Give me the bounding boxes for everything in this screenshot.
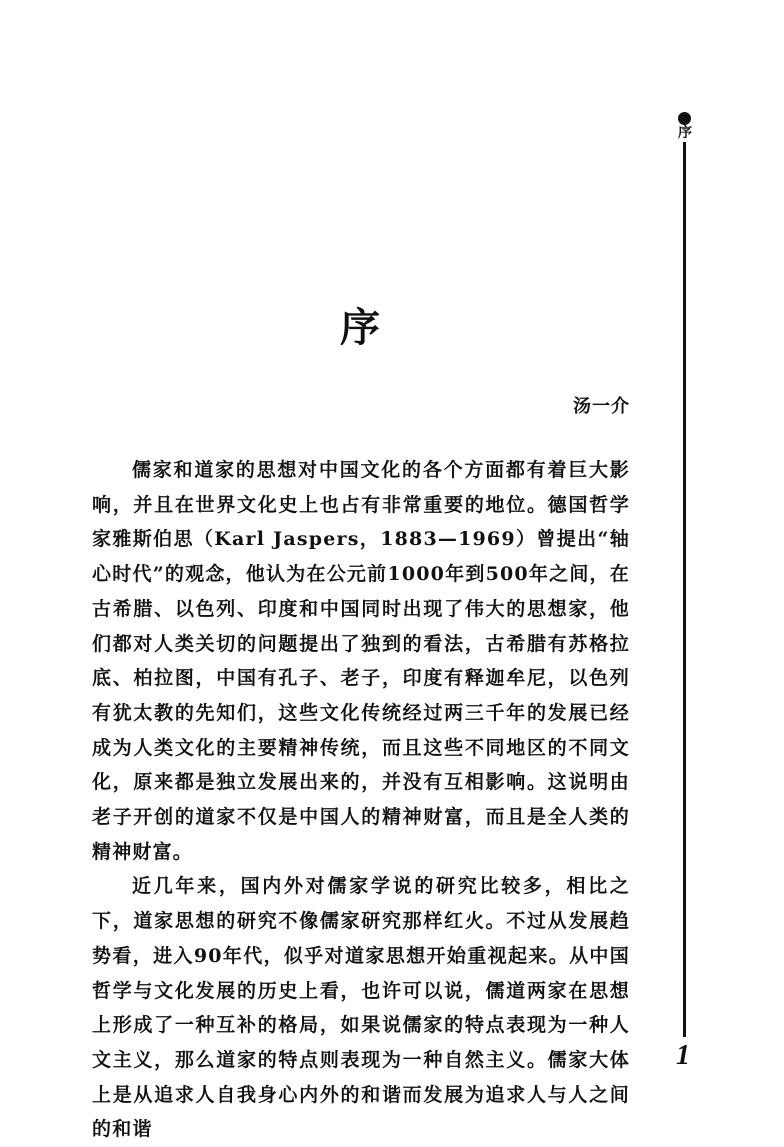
running-head-rule bbox=[683, 142, 686, 1037]
author-name: 汤一介 bbox=[573, 396, 630, 417]
paragraph: 近几年来，国内外对儒家学说的研究比较多，相比之下，道家思想的研究不像儒家研究那样红火。不过从发展趋势看，进入90年代，似乎对道家思想开始重视起来。从中国哲学与文化发展的历史上看，也许可以说，儒道两家在思想上形成了一种互补的格局，如果说儒家的特点表现为一种人文主义，那么道家的特点则表现为一种自然主义。儒家大体上是从追求人自我身心内外的和谐而发展为追求人与人之间的和谐 bbox=[92, 875, 630, 1141]
page-title: 序 bbox=[340, 305, 380, 351]
page-number: 1 bbox=[676, 1040, 690, 1071]
body-text bbox=[92, 453, 630, 1147]
paragraph: 儒家和道家的思想对中国文化的各个方面都有着巨大影响，并且在世界文化史上也占有非常重要的地位。德国哲学家雅斯伯思（Karl Jaspers，1883—1969）曾提出“轴心时代”的观念，他认为在公元前1000年到500年之间，在古希腊、以色列、印度和中国同时出现了伟大的思想家，他们都对人类关切的问题提出了独到的看法，古希腊有苏格拉底、柏拉图，中国有孔子、老子，印度有释迦牟尼，以色列有犹太教的先知们，这些文化传统经过两三千年的发展已经成为人类文化的主要精神传统，而且这些不同地区的不同文化，原来都是独立发展出来的，并没有互相影响。这说明由老子开创的道家不仅是中国人的精神财富，而且是全人类的精神财富。 bbox=[92, 459, 630, 863]
section-marker-dot-icon bbox=[678, 112, 691, 125]
running-head-label: 序 bbox=[678, 125, 692, 141]
